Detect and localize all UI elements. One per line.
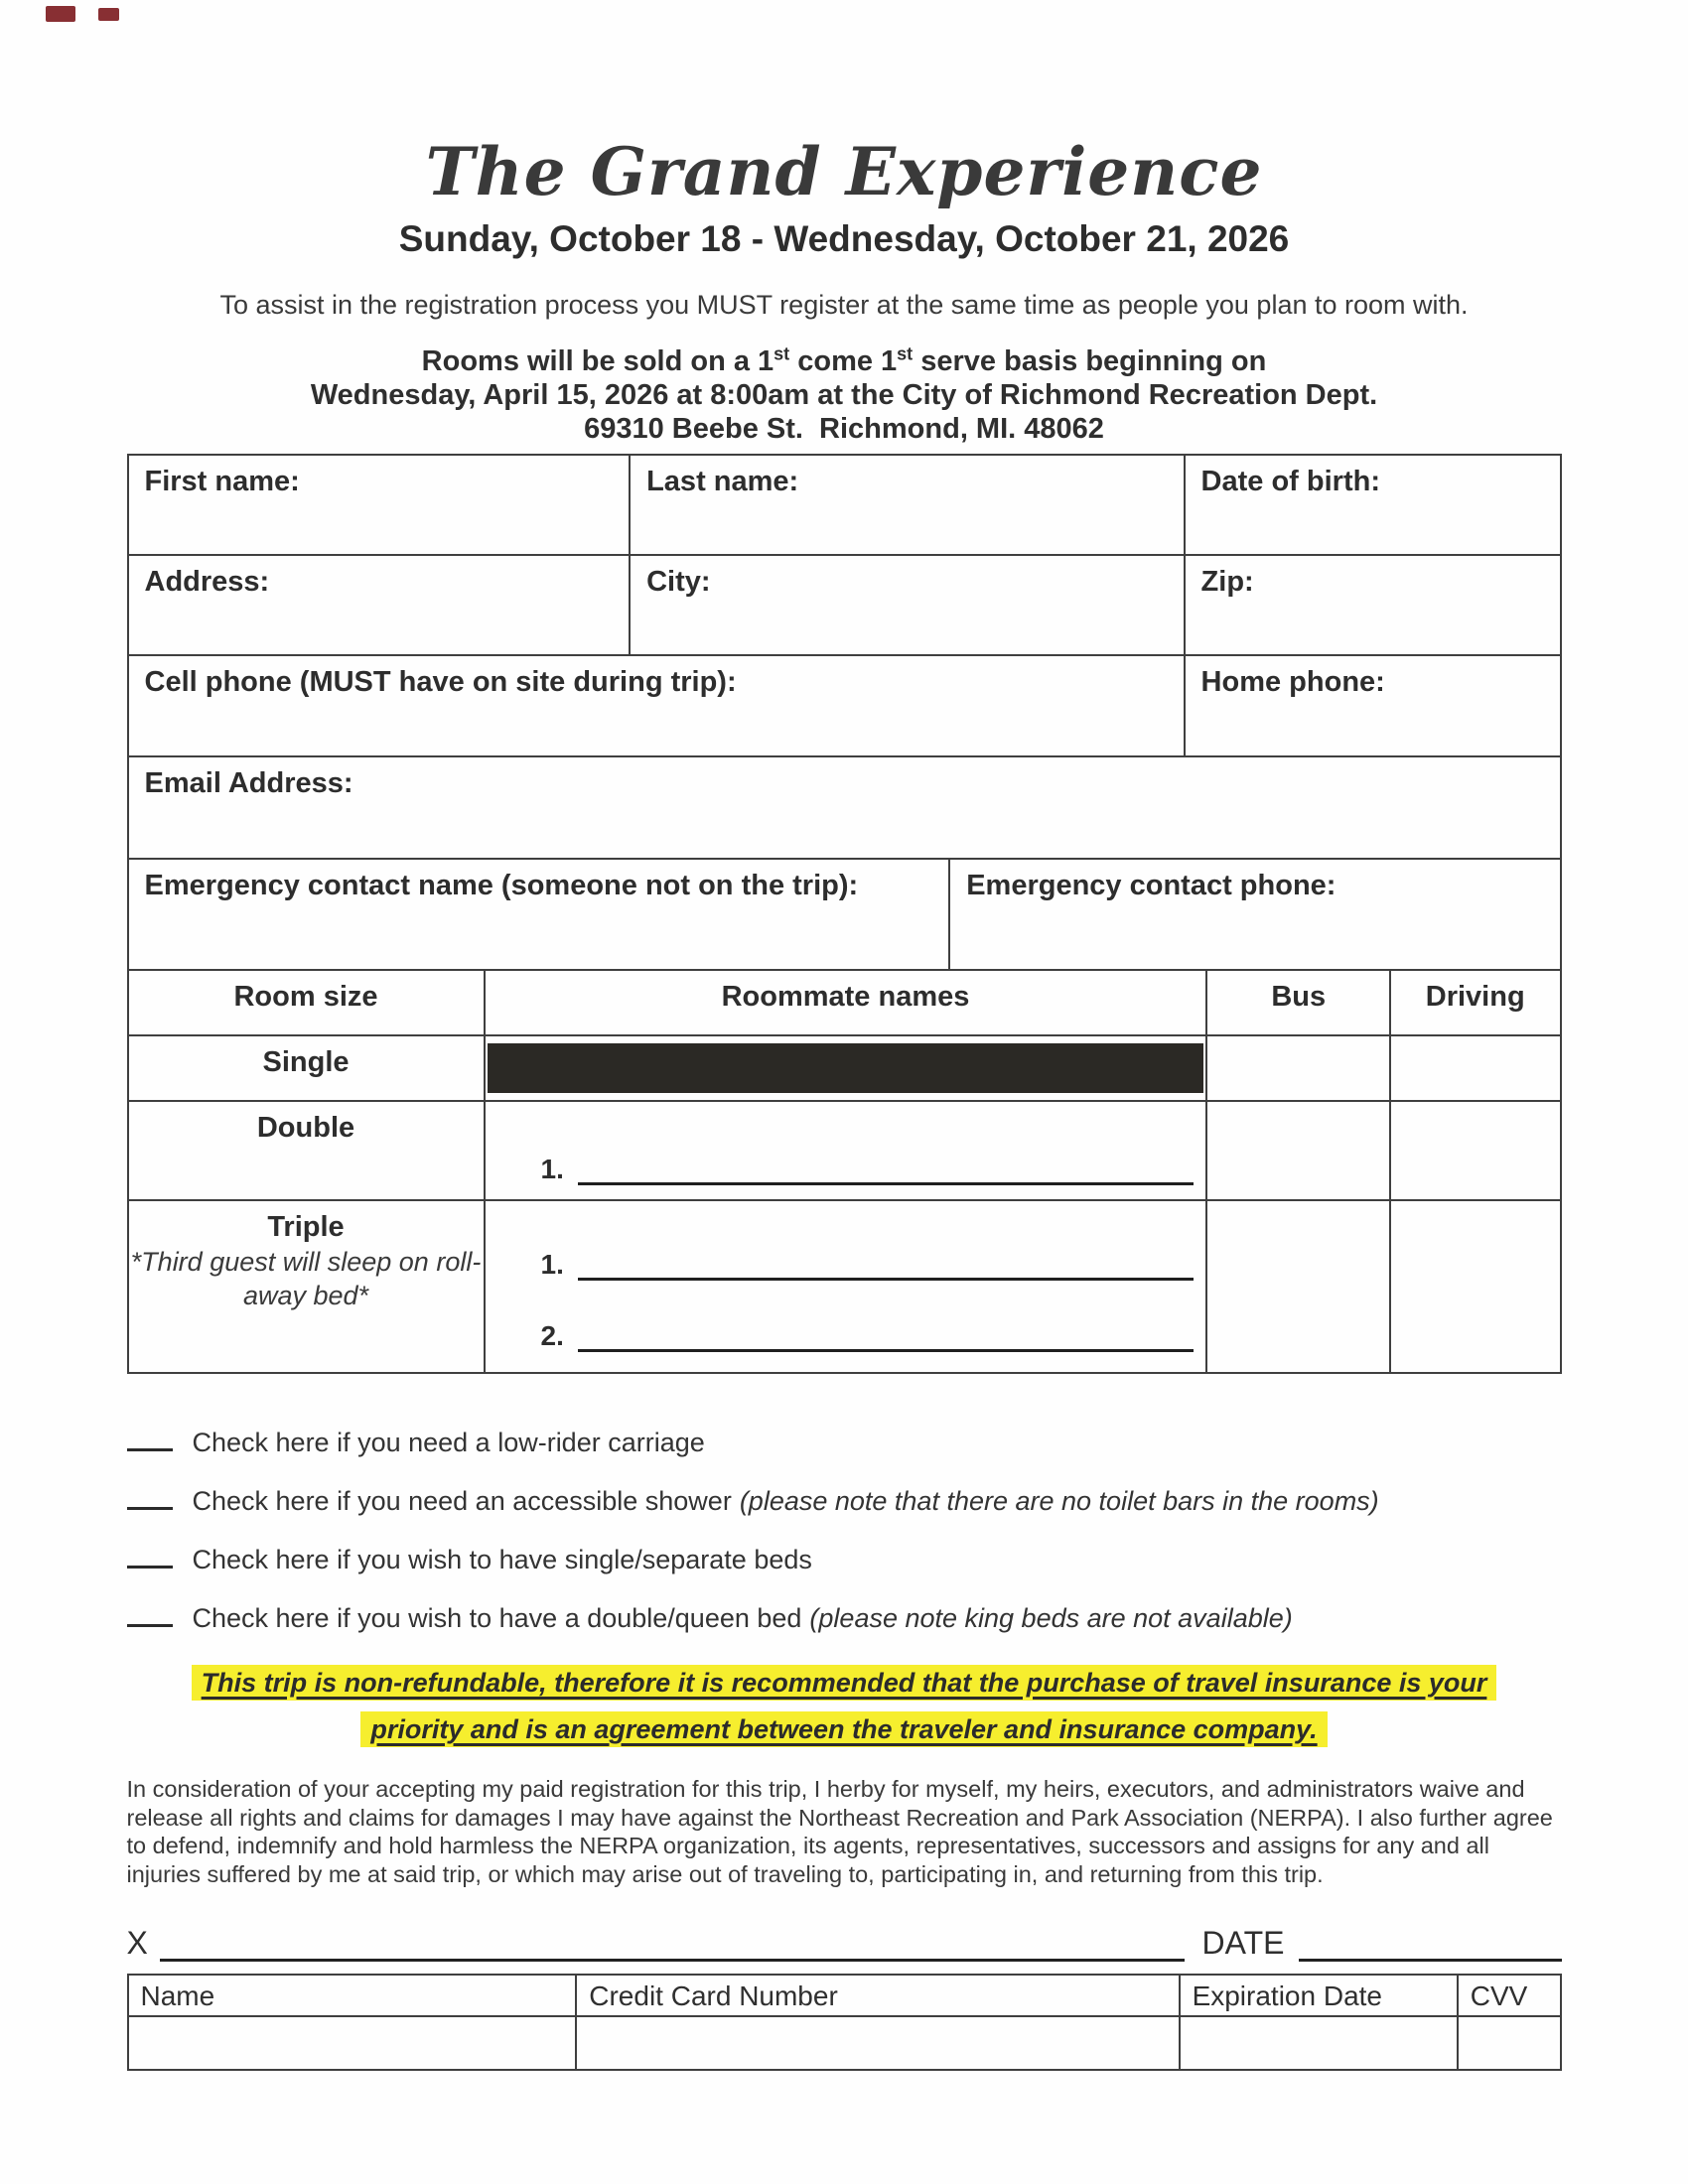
sale-info-line2: Wednesday, April 15, 2026 at 8:00am at the City of Richmond Recreation Dept. bbox=[310, 379, 1378, 411]
cell-phone-cell bbox=[129, 656, 1186, 755]
sale-text: serve basis beginning on bbox=[913, 345, 1267, 377]
option-double-queen-bed bbox=[127, 1603, 1562, 1635]
triple-bus-cell bbox=[1207, 1201, 1390, 1372]
roommate-names-header-cell bbox=[486, 971, 1208, 1034]
card-number-header-cell bbox=[577, 1976, 1180, 2015]
personal-info-table bbox=[127, 454, 1562, 971]
payment-name-header-cell bbox=[129, 1976, 578, 2015]
cell-phone-label: Cell phone (MUST have on site during trip): bbox=[144, 666, 737, 698]
ordinal-superscript: st bbox=[774, 343, 790, 364]
option-text: Check here if you need an accessible shower bbox=[192, 1486, 732, 1516]
sale-info bbox=[127, 344, 1562, 446]
single-driving-cell bbox=[1391, 1036, 1560, 1100]
address-label: Address: bbox=[144, 566, 270, 598]
sale-text: come 1 bbox=[789, 345, 898, 377]
triple-roommates-cell bbox=[486, 1201, 1208, 1372]
table-row bbox=[129, 757, 1560, 860]
option-note: (please note that there are no toilet bars in the rooms) bbox=[739, 1486, 1379, 1516]
emergency-phone-cell bbox=[950, 860, 1559, 969]
sale-info-line1 bbox=[127, 344, 1562, 378]
checkbox-blank-line bbox=[127, 1486, 173, 1510]
single-bus-cell bbox=[1207, 1036, 1390, 1100]
single-room-row bbox=[129, 1036, 1560, 1102]
payment-name-entry-cell bbox=[129, 2017, 578, 2069]
redaction-block bbox=[488, 1043, 1204, 1093]
warning-line1: This trip is non-refundable, therefore it is recommended that the purchase of travel insurance is your bbox=[192, 1665, 1497, 1701]
zip-cell bbox=[1186, 556, 1560, 654]
roommate-entry-line bbox=[486, 1102, 1206, 1185]
emergency-name-cell bbox=[129, 860, 951, 969]
checkbox-blank-line bbox=[127, 1603, 173, 1627]
payment-header-row bbox=[129, 1976, 1560, 2017]
triple-label: Triple bbox=[267, 1211, 345, 1243]
driving-header: Driving bbox=[1425, 981, 1525, 1013]
cvv-header: CVV bbox=[1470, 1980, 1528, 2011]
non-refundable-warning bbox=[127, 1662, 1562, 1755]
scan-artifact bbox=[98, 8, 119, 21]
card-number-entry-cell bbox=[577, 2017, 1180, 2069]
room-selection-table bbox=[127, 971, 1562, 1374]
home-phone-cell bbox=[1186, 656, 1560, 755]
options-section bbox=[127, 1428, 1562, 1635]
emergency-phone-label: Emergency contact phone: bbox=[966, 870, 1336, 901]
expiration-entry-cell bbox=[1181, 2017, 1459, 2069]
cvv-header-cell bbox=[1459, 1976, 1560, 2015]
single-label-cell bbox=[129, 1036, 486, 1100]
sale-info-line3: 69310 Beebe St. Richmond, MI. 48062 bbox=[584, 413, 1104, 445]
last-name-label: Last name: bbox=[646, 466, 799, 497]
option-text: Check here if you need a low-rider carriage bbox=[192, 1428, 705, 1457]
double-driving-cell bbox=[1391, 1102, 1560, 1199]
triple-driving-cell bbox=[1391, 1201, 1560, 1372]
roommate-line-number: 1. bbox=[540, 1154, 564, 1184]
payment-name-header: Name bbox=[140, 1980, 215, 2011]
trip-date-range: Sunday, October 18 - Wednesday, October 21, 2026 bbox=[398, 218, 1290, 259]
expiration-header: Expiration Date bbox=[1192, 1980, 1382, 2011]
fill-line bbox=[578, 1251, 1194, 1281]
payment-table bbox=[127, 1974, 1562, 2071]
bus-header: Bus bbox=[1271, 981, 1327, 1013]
double-roommates-cell bbox=[486, 1102, 1208, 1199]
date-label: DATE bbox=[1201, 1925, 1285, 1961]
checkbox-blank-line bbox=[127, 1545, 173, 1569]
scan-artifact bbox=[46, 6, 75, 22]
roommate-names-header: Roommate names bbox=[721, 981, 970, 1013]
last-name-cell bbox=[631, 456, 1185, 554]
address-cell bbox=[129, 556, 632, 654]
double-room-row bbox=[129, 1102, 1560, 1201]
single-roommates-cell bbox=[486, 1036, 1208, 1100]
room-size-header: Room size bbox=[233, 981, 378, 1013]
sale-text: Rooms will be sold on a 1 bbox=[421, 345, 774, 377]
home-phone-label: Home phone: bbox=[1200, 666, 1385, 698]
form-content bbox=[127, 0, 1562, 2071]
option-low-rider-carriage bbox=[127, 1428, 1562, 1459]
page-title: The Grand Experience bbox=[425, 133, 1263, 210]
signature-x-label: X bbox=[126, 1925, 148, 1961]
email-cell bbox=[129, 757, 1560, 858]
double-label: Double bbox=[256, 1112, 355, 1144]
roommate-line-number: 2. bbox=[540, 1320, 564, 1351]
date-fill-line bbox=[1299, 1928, 1562, 1962]
roommate-line-number: 1. bbox=[540, 1249, 564, 1280]
table-row bbox=[129, 556, 1560, 656]
room-size-header-cell bbox=[129, 971, 486, 1034]
roommate-entry-line bbox=[486, 1201, 1206, 1281]
card-number-header: Credit Card Number bbox=[589, 1980, 838, 2011]
fill-line bbox=[578, 1322, 1194, 1352]
ordinal-superscript: st bbox=[897, 343, 914, 364]
signature-row bbox=[127, 1922, 1562, 1962]
city-cell bbox=[631, 556, 1185, 654]
email-label: Email Address: bbox=[144, 767, 353, 799]
option-accessible-shower bbox=[127, 1486, 1562, 1518]
warning-line2: priority and is an agreement between the traveler and insurance company. bbox=[360, 1711, 1327, 1747]
bus-header-cell bbox=[1207, 971, 1390, 1034]
fill-line bbox=[578, 1156, 1194, 1185]
table-row bbox=[129, 456, 1560, 556]
table-row bbox=[129, 860, 1560, 969]
option-single-separate-beds bbox=[127, 1545, 1562, 1576]
liability-waiver-text: In consideration of your accepting my paid registration for this trip, I herby for myself, my heirs, executors, and administrators waive and release all rights and claims for damages I may have against the Northeast Recreation and Park Association (NERPA). I also further agree to defend, indemnify and hold harmless the NERPA organization, its agents, representatives, successors and assigns for any and all injuries suffered by me at said trip, or which may arise out of traveling to, participating in, and returning from this trip. bbox=[126, 1776, 1553, 1887]
option-note: (please note king beds are not available) bbox=[809, 1603, 1293, 1633]
city-label: City: bbox=[646, 566, 711, 598]
table-row bbox=[129, 656, 1560, 757]
double-bus-cell bbox=[1207, 1102, 1390, 1199]
signature-fill-line bbox=[160, 1928, 1185, 1962]
first-name-cell bbox=[129, 456, 632, 554]
triple-room-row bbox=[129, 1201, 1560, 1372]
date-of-birth-cell bbox=[1186, 456, 1560, 554]
driving-header-cell bbox=[1391, 971, 1560, 1034]
registration-instruction: To assist in the registration process you MUST register at the same time as people you plan to room with. bbox=[219, 290, 1469, 320]
cvv-entry-cell bbox=[1459, 2017, 1560, 2069]
option-text: Check here if you wish to have a double/queen bed bbox=[192, 1603, 802, 1633]
checkbox-blank-line bbox=[127, 1428, 173, 1451]
triple-label-cell bbox=[129, 1201, 486, 1372]
zip-label: Zip: bbox=[1200, 566, 1254, 598]
payment-entry-row bbox=[129, 2017, 1560, 2069]
single-label: Single bbox=[262, 1046, 350, 1078]
expiration-header-cell bbox=[1181, 1976, 1459, 2015]
roommate-entry-line bbox=[486, 1281, 1206, 1352]
emergency-name-label: Emergency contact name (someone not on the trip): bbox=[144, 870, 859, 901]
double-label-cell bbox=[129, 1102, 486, 1199]
option-text: Check here if you wish to have single/separate beds bbox=[192, 1545, 812, 1574]
date-of-birth-label: Date of birth: bbox=[1200, 466, 1380, 497]
triple-note: *Third guest will sleep on roll-away bed* bbox=[130, 1247, 482, 1310]
first-name-label: First name: bbox=[144, 466, 300, 497]
room-table-header-row bbox=[129, 971, 1560, 1036]
